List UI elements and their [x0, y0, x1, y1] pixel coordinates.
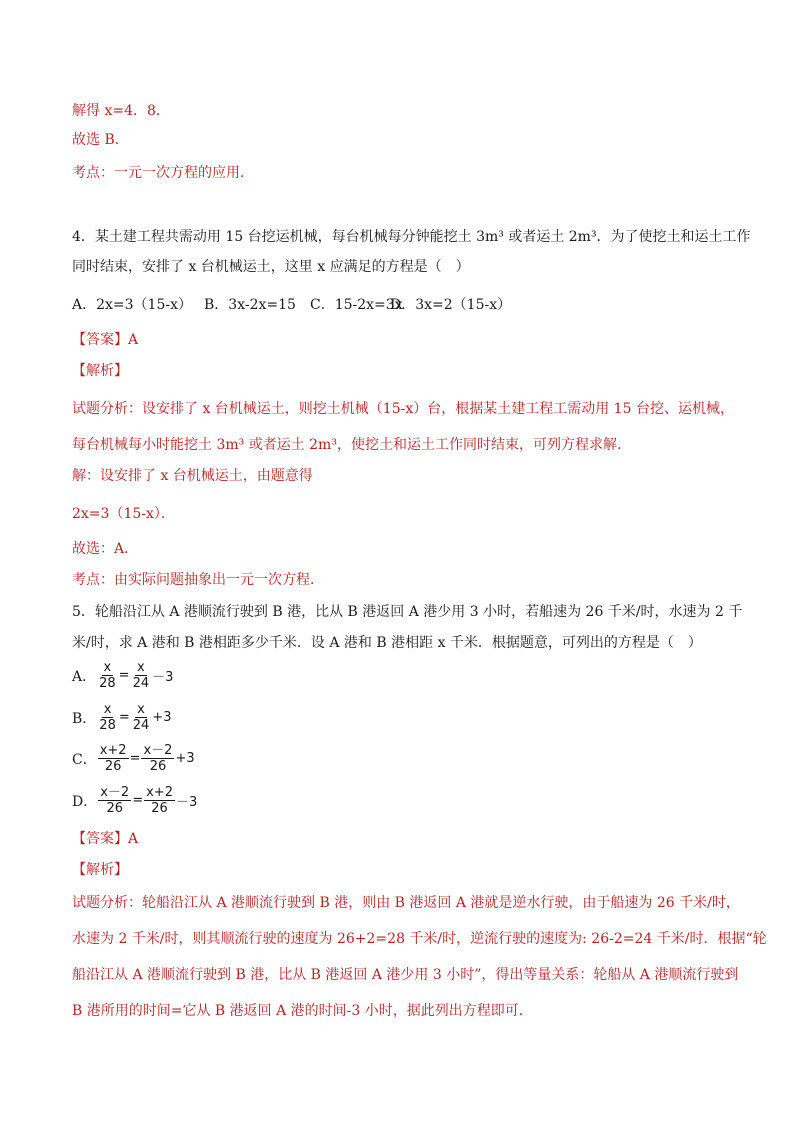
- q5-option-d: D． $\frac{x-2}{26}$ = $\frac{x+2}{26}$ －3: [72, 785, 198, 816]
- q5-option-a: A． $\frac{x}{28}$ = $\frac{x}{24}$ －3: [72, 660, 174, 691]
- q5-analysis-line-2: 水速为 2 千米/时，则其顺流行驶的速度为 26+2=28 千米/时，逆流行驶的速度为: 26-2=24 千米/时．根据“轮: [72, 931, 767, 947]
- q5-option-d-fraction-2: $\frac{x+2}{26}$: [146, 785, 173, 816]
- q4-option-b: B．3x-2x=15: [204, 297, 296, 313]
- q5-analysis-heading: 【解析】: [72, 862, 128, 878]
- q4-analysis-line-6: 考点：由实际问题抽象出一元一次方程．: [72, 572, 324, 588]
- q4-analysis-line-1: 试题分析：设安排了 x 台机械运土，则挖土机械（15-x）台，根据某土建工程工需动用 15 台挖、运机械，: [72, 401, 734, 417]
- q4-analysis-line-2: 每台机械每小时能挖土 3m³ 或者运土 2m³，使挖土和运土工作同时结束，可列方程求解．: [72, 437, 631, 453]
- q5-analysis-line-3: 船沿江从 A 港顺流行驶到 B 港，比从 B 港返回 A 港少用 3 小时”，得出等量关系：轮船从 A 港顺流行驶到: [72, 967, 739, 983]
- q4-option-a: A．2x=3（15-x）: [72, 297, 192, 313]
- q5-option-a-fraction-1: $\frac{x}{28}$: [99, 660, 116, 691]
- q5-option-b-label: B．: [72, 710, 97, 727]
- prev-choice-line: 故选 B．: [72, 132, 129, 148]
- q4-option-d: D．3x=2（15-x）: [390, 297, 512, 313]
- q5-stem-line-1: 5．轮船沿江从 A 港顺流行驶到 B 港，比从 B 港返回 A 港少用 3 小时，若船速为 26 千米/时，水速为 2 千: [72, 604, 743, 620]
- q4-analysis-line-3: 解：设安排了 x 台机械运土，由题意得: [72, 468, 313, 484]
- q5-analysis-line-4: B 港所用的时间=它从 B 港返回 A 港的时间-3 小时，据此列出方程即可．: [72, 1003, 533, 1019]
- q5-option-a-label: A．: [72, 668, 97, 685]
- q4-options: [72, 296, 511, 314]
- q5-option-a-fraction-2: $\frac{x}{24}$: [132, 660, 150, 691]
- q4-answer: 【答案】A: [72, 332, 139, 348]
- q5-option-c-label: C．: [72, 751, 97, 768]
- q4-analysis-line-5: 故选：A．: [72, 541, 139, 557]
- q5-option-c-fraction-2: $\frac{x-2}{26}$: [143, 743, 173, 774]
- q5-option-c-fraction-1: $\frac{x+2}{26}$: [99, 743, 127, 774]
- q5-stem-line-2: 米/时，求 A 港和 B 港相距多少千米．设 A 港和 B 港相距 x 千米．根据题意，可列出的方程是（ ）: [72, 635, 702, 651]
- q5-analysis-line-1: 试题分析：轮船沿江从 A 港顺流行驶到 B 港，则由 B 港返回 A 港就是逆水行驶，由于船速为 26 千米/时，: [72, 895, 740, 911]
- q4-analysis-heading: 【解析】: [72, 363, 128, 379]
- q5-option-b-fraction-1: $\frac{x}{28}$: [99, 702, 116, 733]
- q4-stem-line-1: 4．某土建工程共需动用 15 台挖运机械，每台机械每分钟能挖土 3m³ 或者运土 2m³．为了使挖土和运土工作: [72, 229, 751, 245]
- q4-analysis-line-4: 2x=3（15-x）．: [72, 506, 175, 522]
- q5-option-b: B． $\frac{x}{28}$ = $\frac{x}{24}$ +3: [72, 702, 172, 733]
- prev-solution-line: 解得 x=4．8．: [72, 103, 170, 119]
- q5-option-d-fraction-1: $\frac{x-2}{26}$: [100, 785, 130, 816]
- q5-answer: 【答案】A: [72, 831, 139, 847]
- q5-option-c: C． $\frac{x+2}{26}$ = $\frac{x-2}{26}$ +3: [72, 743, 195, 774]
- q5-option-d-label: D．: [72, 793, 98, 810]
- prev-topic-line: 考点：一元一次方程的应用．: [72, 165, 254, 181]
- q4-stem-line-2: 同时结束，安排了 x 台机械运土，这里 x 应满足的方程是（ ）: [72, 259, 470, 275]
- q5-option-b-fraction-2: $\frac{x}{24}$: [132, 702, 150, 733]
- q4-option-c: C．15-2x=3x: [310, 297, 403, 313]
